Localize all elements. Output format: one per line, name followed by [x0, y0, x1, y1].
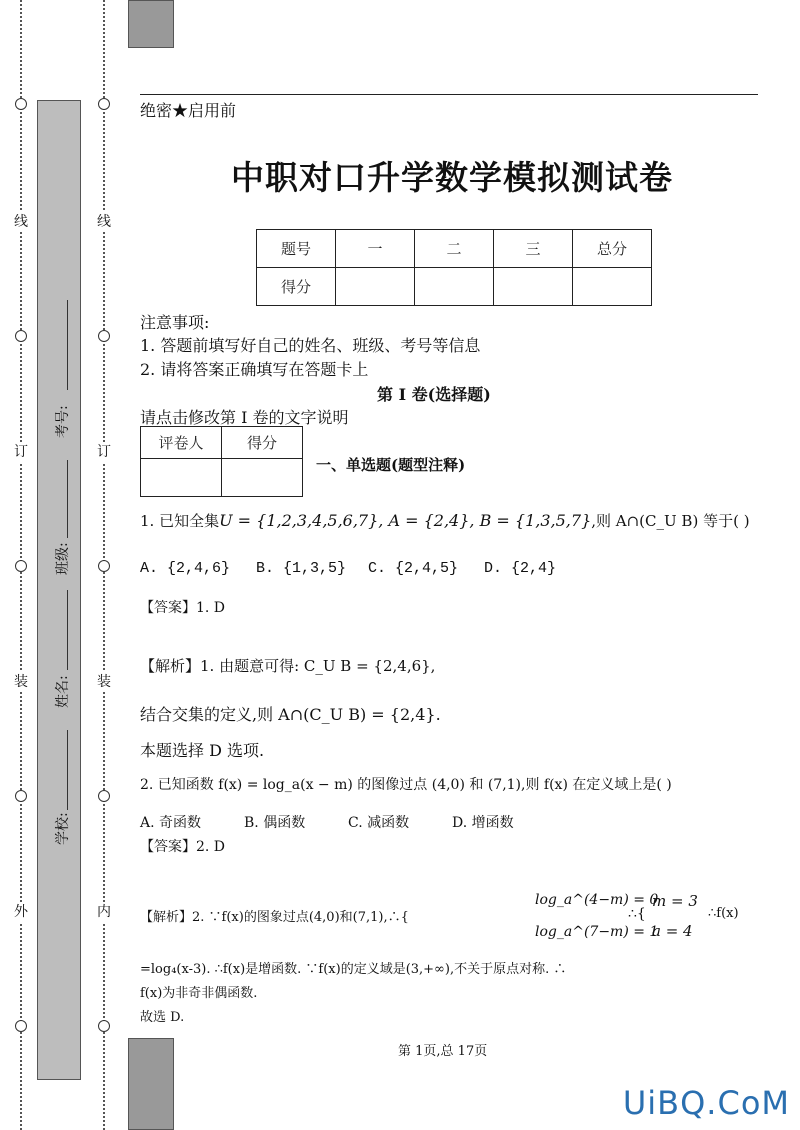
question-2-stem: 2. 已知函数 f(x) = log_a(x − m) 的图像过点 (4,0) 和 (7,1),则 f(x) 在定义域上是( )	[140, 777, 672, 793]
field-underline	[67, 590, 68, 670]
grader-cell: 评卷人	[141, 427, 222, 459]
field-underline	[67, 730, 68, 810]
notice-item: 2. 请将答案正确填写在答题卡上	[140, 360, 369, 379]
q1-option-b: B. {1,3,5}	[256, 560, 347, 577]
field-label-exam-no: 考号:	[55, 405, 71, 438]
q2-option-a: A. 奇函数	[140, 815, 202, 831]
binding-char: 外	[14, 904, 28, 920]
q2-option-b: B. 偶函数	[244, 815, 306, 831]
score-table	[256, 229, 652, 306]
score-cell: 题号	[257, 230, 336, 268]
q1-option-d: D. {2,4}	[484, 560, 557, 577]
grader-table	[140, 426, 303, 497]
score-cell[interactable]	[336, 268, 415, 306]
q1-suffix: ,则 A∩(C_U B) 等于( )	[591, 512, 750, 530]
secret-label: 绝密★启用前	[140, 101, 237, 120]
binding-hole-icon	[15, 790, 27, 802]
binding-hole-icon	[98, 790, 110, 802]
q2-analysis-mid: ∴{	[628, 906, 646, 922]
binding-hole-icon	[15, 1020, 27, 1032]
field-underline	[67, 300, 68, 390]
q2-analysis-line: f(x)为非奇非偶函数.	[140, 986, 258, 1001]
page-number: 第 1页,总 17页	[398, 1044, 488, 1059]
section-desc[interactable]: 请点击修改第 I 卷的文字说明	[140, 408, 349, 427]
part-title: 一、单选题(题型注释)	[316, 456, 466, 474]
binding-char: 订	[14, 444, 28, 460]
field-label-school: 学校:	[55, 812, 71, 845]
section-title: 第 I 卷(选择题)	[377, 385, 491, 404]
binding-char: 内	[97, 904, 111, 920]
score-cell[interactable]	[573, 268, 652, 306]
q2-analysis-line: =log₄(x-3). ∴f(x)是增函数. ∵f(x)的定义域是(3,+∞),不关于原点对称. ∴	[140, 962, 567, 977]
binding-char: 订	[97, 444, 111, 460]
q2-conclusion: 故选 D.	[140, 1010, 185, 1025]
binding-hole-icon	[98, 560, 110, 572]
binding-char: 装	[14, 674, 28, 690]
binding-hole-icon	[15, 98, 27, 110]
q2-analysis-tail: ∴f(x)	[708, 906, 739, 921]
field-underline	[67, 460, 68, 538]
binding-hole-icon	[98, 1020, 110, 1032]
q2-option-d: D. 增函数	[452, 815, 514, 831]
q1-analysis: 结合交集的定义,则 A∩(C_U B) = {2,4}.	[140, 705, 441, 724]
score-cell[interactable]	[415, 268, 494, 306]
q2-option-c: C. 减函数	[348, 815, 410, 831]
binding-hole-icon	[15, 330, 27, 342]
q2-answer: 【答案】2. D	[140, 839, 226, 855]
header-rule	[140, 94, 758, 95]
score-cell: 二	[415, 230, 494, 268]
q2-system-2: m = 3	[652, 892, 698, 910]
binding-gray-block-bottom	[128, 1038, 174, 1130]
q1-math: U = {1,2,3,4,5,6,7}, A = {2,4}, B = {1,3,5,7}	[219, 511, 592, 530]
binding-char: 线	[14, 214, 28, 230]
q1-answer: 【答案】1. D	[140, 600, 226, 616]
binding-hole-icon	[98, 98, 110, 110]
binding-hole-icon	[98, 330, 110, 342]
q1-option-c: C. {2,4,5}	[368, 560, 459, 577]
binding-hole-icon	[15, 560, 27, 572]
score-cell: 一	[336, 230, 415, 268]
binding-gray-strip	[37, 100, 81, 1080]
grader-cell: 得分	[222, 427, 303, 459]
score-cell: 总分	[573, 230, 652, 268]
field-label-class: 班级:	[55, 542, 71, 575]
q2-system-1: log_a^(7−m) = 1	[535, 924, 659, 940]
binding-gray-block-top	[128, 0, 174, 48]
grader-cell[interactable]	[141, 459, 222, 497]
q1-analysis: 本题选择 D 选项.	[140, 741, 265, 760]
q2-system-1: log_a^(4−m) = 0	[535, 892, 659, 908]
q2-system-2: a = 4	[652, 922, 693, 940]
grader-cell[interactable]	[222, 459, 303, 497]
binding-char: 线	[97, 214, 111, 230]
question-1-stem	[140, 510, 750, 531]
score-cell[interactable]	[494, 268, 573, 306]
notice-heading: 注意事项:	[140, 313, 210, 332]
page-title: 中职对口升学数学模拟测试卷	[231, 158, 673, 197]
score-cell: 得分	[257, 268, 336, 306]
q1-option-a: A. {2,4,6}	[140, 560, 231, 577]
score-cell: 三	[494, 230, 573, 268]
q1-analysis: 【解析】1. 由题意可得: C_U B = {2,4,6},	[140, 657, 436, 675]
q2-analysis-prefix: 【解析】2. ∵f(x)的图象过点(4,0)和(7,1),∴{	[140, 910, 409, 925]
field-label-name: 姓名:	[55, 675, 71, 708]
watermark-logo: UiBQ.CoM	[622, 1084, 790, 1122]
notice-item: 1. 答题前填写好自己的姓名、班级、考号等信息	[140, 336, 481, 355]
binding-char: 装	[97, 674, 111, 690]
q1-prefix: 1. 已知全集	[140, 512, 220, 530]
